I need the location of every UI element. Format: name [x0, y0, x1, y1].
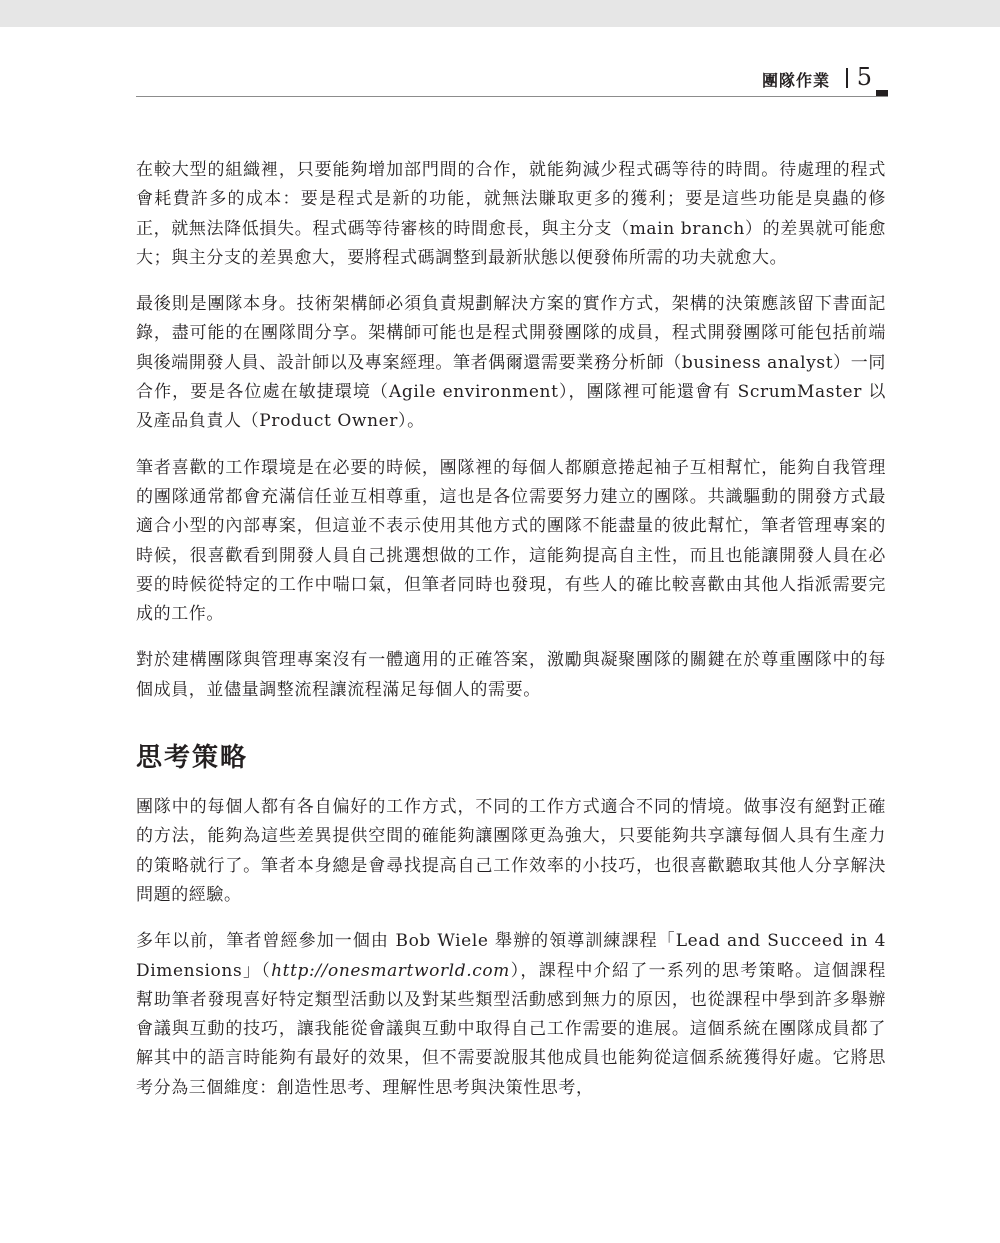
website-url: http://onesmartworld.com — [271, 960, 510, 981]
paragraph-text: 多年以前，筆者曾經參加一個由 Bob Wiele 舉辦的領導訓練課程「Lead and Succeed in 4 Dimensions」（ — [136, 931, 886, 981]
section-heading: 思考策略 — [136, 743, 249, 774]
header-divider — [846, 68, 848, 88]
body-paragraph-2: 最後則是團隊本身。技術架構師必須負責規劃解決方案的實作方式，架構的決策應該留下書面記錄，盡可能的在團隊間分享。架構師可能也是程式開發團隊的成員，程式開發團隊可能包括前端與後端開發人員、設計師以及專案經理。筆者偶爾還需要業務分析師（business analyst）一同合作，要是各位處在敏捷環境（Agile environment），團隊裡可能還會有 ScrumMaster 以及產品負責人（Product Owner）。 — [136, 294, 886, 432]
section-paragraph-1: 團隊中的每個人都有各自偏好的工作方式，不同的工作方式適合不同的情境。做事沒有絕對正確的方法，能夠為這些差異提供空間的確能夠讓團隊更為強大，只要能夠共享讓每個人具有生產力的策略就行了。筆者本身總是會尋找提高自己工作效率的小技巧，也很喜歡聽取其他人分享解決問題的經驗。 — [136, 797, 886, 905]
running-header — [136, 60, 888, 97]
body-paragraph-3: 筆者喜歡的工作環境是在必要的時候，團隊裡的每個人都願意捲起袖子互相幫忙，能夠自我管理的團隊通常都會充滿信任並互相尊重，這也是各位需要努力建立的團隊。共識驅動的開發方式最適合小型的內部專案，但這並不表示使用其他方式的團隊不能盡量的彼此幫忙，筆者管理專案的時候，很喜歡看到開發人員自己挑選想做的工作，這能夠提高自主性，而且也能讓開發人員在必要的時候從特定的工作中喘口氣，但筆者同時也發現，有些人的確比較喜歡由其他人指派需要完成的工作。 — [136, 457, 886, 625]
section-paragraph-2 — [136, 927, 886, 1103]
body-paragraph-4: 對於建構團隊與管理專案沒有一體適用的正確答案，激勵與凝聚團隊的關鍵在於尊重團隊中的每個成員，並儘量調整流程讓流程滿足每個人的需要。 — [136, 650, 886, 700]
page-body — [136, 156, 886, 1120]
header-corner-mark — [876, 90, 888, 96]
body-paragraph-1: 在較大型的組織裡，只要能夠增加部門間的合作，就能夠減少程式碼等待的時間。待處理的程式會耗費許多的成本：要是程式是新的功能，就無法賺取更多的獲利；要是這些功能是臭蟲的修正，就無法降低損失。程式碼等待審核的時間愈長，與主分支（main branch）的差異就可能愈大；與主分支的差異愈大，要將程式碼調整到最新狀態以便發佈所需的功夫就愈大。 — [136, 160, 886, 268]
chapter-title: 團隊作業 — [761, 71, 830, 90]
paragraph-text: ），課程中介紹了一系列的思考策略。這個課程幫助筆者發現喜好特定類型活動以及對某些類型活動感到無力的原因，也從課程中學到許多舉辦會議與互動的技巧，讓我能從會議與互動中取得自己工作需要的進展。這個系統在團隊成員都了解其中的語言時能夠有最好的效果，但不需要說服其他成員也能夠從這個系統獲得好處。它將思考分為三個維度：創造性思考、理解性思考與決策性思考， — [136, 960, 886, 1098]
top-margin-bar — [0, 0, 1000, 27]
page-number: 5 — [856, 63, 872, 91]
